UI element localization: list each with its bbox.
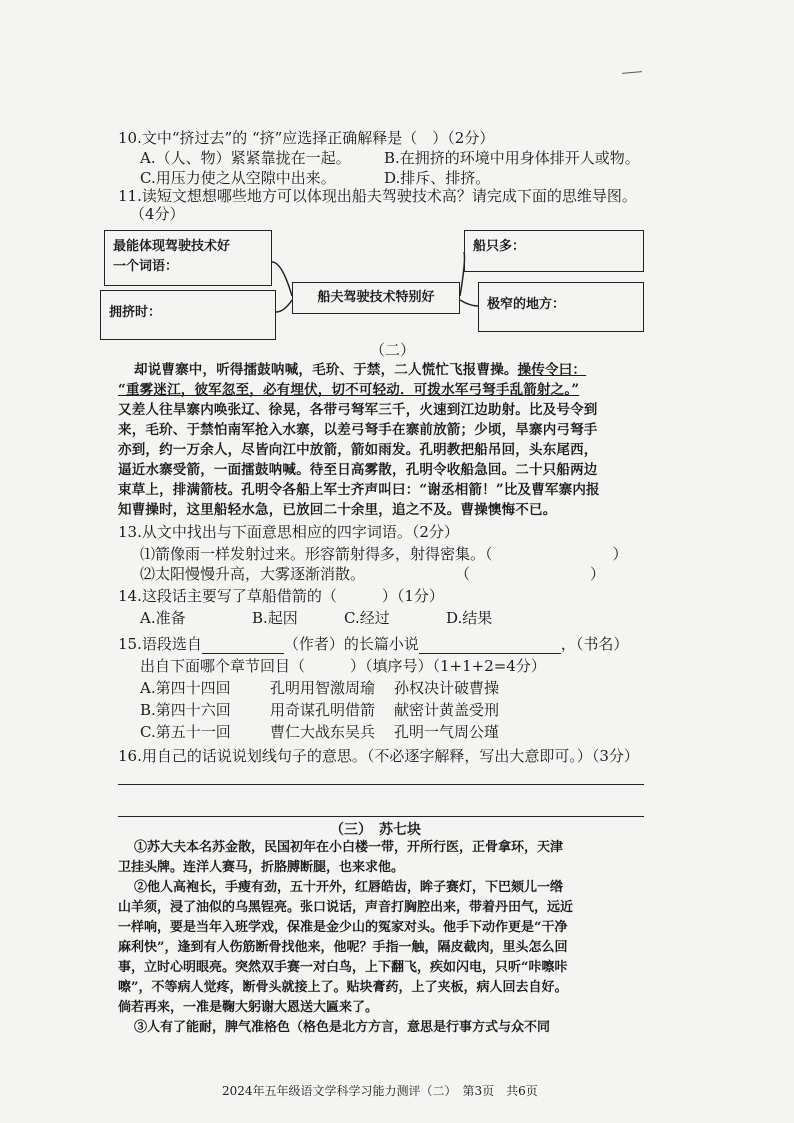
q15-chapter-b (140, 700, 499, 720)
q15-part-1: 15.语段选自 (118, 635, 202, 653)
q16-stem: 16.用自己的话说说划线句子的意思。（不必逐字解释，写出大意即可。）（3分） (118, 747, 639, 765)
section3-line-4: 山羊须，浸了油似的乌黑锃亮。张口说话，声音打胸腔出来，带着丹田气，远近 (118, 900, 574, 915)
q14-option-a: A.准备 (140, 609, 186, 627)
q11-stem: 11.读短文想想哪些地方可以体现出船夫驾驶技术高？请完成下面的思维导图。 (118, 187, 637, 205)
q15-line-1 (118, 634, 628, 654)
q15-chapter-c-first: 曹仁大战东吴兵 (270, 723, 376, 741)
mindmap-box-many-boats-label: 船只多： (473, 239, 526, 254)
page-footer: 2024年五年级语文学科学习能力测评（二） 第3页 共6页 (222, 1084, 538, 1098)
q15-part-3: ，（书名） (560, 635, 629, 653)
q15-author-blank[interactable] (202, 637, 284, 654)
section3-line-5: 一样响，要是当年入班学戏，保准是金少山的冤家对头。他手下动作更是“干净 (118, 920, 568, 935)
section3-line-9: 倘若再来，一准是鞠大躬谢大恩送大匾来了。 (118, 1000, 379, 1015)
section2-line-2: “重雾迷江，彼军忽至，必有埋伏，切不可轻动．可拨水军弓弩手乱箭射之。” (118, 382, 580, 398)
q15-chapter-b-label: B.第四十六回 (140, 701, 231, 719)
section2-line-8: 知曹操时，这里船轻水急，已放回二十余里，追之不及。曹操懊悔不已。 (118, 502, 557, 518)
section2-title: （二） (370, 341, 416, 359)
section3-line-6: 麻利快”，逢到有人伤筋断骨找他来，他呢？手指一触，隔皮截肉，里头怎么回 (118, 940, 568, 955)
q15-chapter-a-label: A.第四十四回 (140, 679, 231, 697)
section3-line-8: 嚓”，不等病人觉疼，断骨头就接上了。贴块膏药，上了夹板，病人回去自好。 (118, 980, 568, 995)
q10-option-a: A.（人、物）紧紧靠拢在一起。 (140, 149, 351, 167)
mindmap-box-crowded-label: 拥挤时： (109, 305, 162, 320)
q15-line-2: 出自下面哪个章节回目（ ）（填序号）（1+1+2=4分） (140, 657, 546, 675)
q15-part-2: （作者）的长篇小说 (283, 635, 419, 653)
q14-option-b: B.起因 (252, 609, 298, 627)
q10-option-c: C.用压力使之从空隙中出来。 (140, 169, 336, 187)
q10-stem: 10.文中“挤过去”的 “挤”应选择正确解释是（ ）（2分） (118, 129, 495, 147)
section3-line-7: 事，立时心明眼亮。突然双手赛一对白鸟，上下翻飞，疾如闪电，只听“咔嚓咔 (118, 960, 568, 975)
section2-line-4: 来，毛玠、于禁怕南军抢入水寨，以差弓弩手在寨前放箭；少顷，旱寨内弓弩手 (118, 422, 598, 438)
section2-line-1 (134, 360, 586, 380)
q15-chapter-c-second: 孔明一气周公瑾 (394, 723, 500, 741)
q13-item-1: ⑴箭像雨一样发射过来。形容箭射得多，射得密集。（ ） (140, 545, 628, 563)
q16-answer-line-2[interactable] (118, 816, 644, 817)
section3-line-1: ①苏大夫本名苏金散，民国初年在小白楼一带，开所行医，正骨拿环，天津 (134, 840, 564, 855)
section2-line-7: 束草上，排满箭枝。孔明令各船上军士齐声叫曰：“谢丞相箭！”比及曹军寨内报 (118, 482, 600, 498)
q14-option-c: C.经过 (344, 609, 390, 627)
q14-option-d: D.结果 (446, 609, 493, 627)
q15-chapter-a (140, 678, 499, 698)
q13-stem: 13.从文中找出与下面意思相应的四字词语。（2分） (118, 523, 459, 541)
q13-item-2: ⑵太阳慢慢升高，大雾逐渐消散。 （ ） (140, 565, 606, 583)
mindmap-box-word-line1: 最能体现驾驶技术好 (113, 239, 231, 254)
section3-line-10: ③人有了能耐，脾气准格色（格色是北方方言，意思是行事方式与众不同 (134, 1020, 551, 1035)
q15-book-blank[interactable] (419, 637, 561, 654)
section2-line-6: 逼近水寨受箭，一面擂鼓呐喊。待至日高雾散，孔明令收船急回。二十只船两边 (118, 462, 598, 478)
section3-title: （三） 苏七块 (330, 822, 421, 838)
q15-chapter-b-second: 献密计黄盖受刑 (394, 701, 500, 719)
mindmap-center-label: 船夫驾驶技术特别好 (317, 290, 435, 305)
q14-stem: 14.这段话主要写了草船借箭的（ ）（1分） (118, 587, 444, 605)
q15-chapter-b-first: 用奇谋孔明借箭 (270, 701, 376, 719)
q15-chapter-a-second: 孙权决计破曹操 (394, 679, 500, 697)
mindmap-box-narrow-label: 极窄的地方： (487, 297, 566, 312)
q10-option-d: D.排斥、排挤。 (384, 169, 491, 187)
section2-line-5: 亦到，约一万余人，尽皆向江中放箭，箭如雨发。孔明教把船吊回，头东尾西， (118, 442, 598, 458)
q15-chapter-c (140, 722, 499, 742)
q16-answer-line-1[interactable] (118, 784, 644, 785)
section3-line-3: ②他人高袍长，手瘦有劲，五十开外，红唇皓齿，眸子赛灯，下巴颏儿一绺 (134, 880, 564, 895)
q15-chapter-c-label: C.第五十一回 (140, 723, 231, 741)
mindmap-box-word-line2: 一个词语： (113, 259, 179, 274)
section3-line-2: 卫挂头牌。连洋人赛马，折胳膊断腿，也来求他。 (118, 860, 405, 875)
section2-line-3: 又差人往旱寨内唤张辽、徐晃，各带弓弩军三千，火速到江边助射。比及号令到 (118, 402, 598, 418)
q15-chapter-a-first: 孔明用智激周瑜 (270, 679, 376, 697)
q11-score: （4分） (130, 205, 185, 223)
q10-option-b: B.在拥挤的环境中用身体排开人或物。 (384, 149, 640, 167)
section2-line-1-text: 却说曹寨中，听得擂鼓呐喊，毛玠、于禁，二人慌忙飞报曹操。 (134, 362, 518, 378)
section2-order-text: 操传令曰： (517, 362, 587, 378)
